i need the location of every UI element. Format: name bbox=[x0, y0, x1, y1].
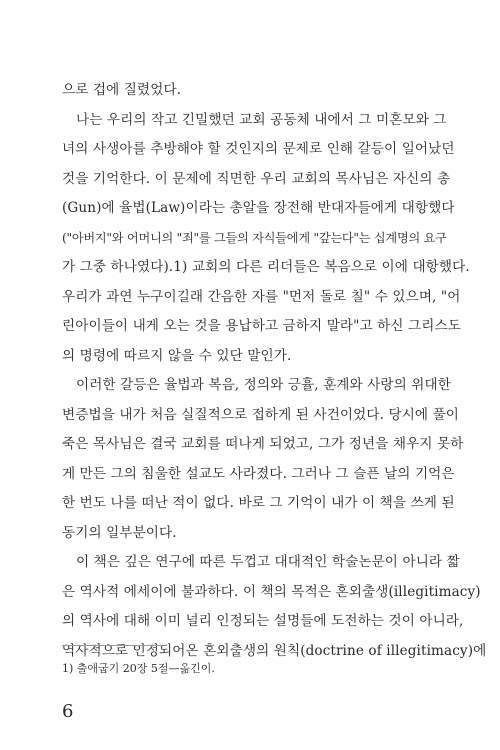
text-line: 녀의 사생아를 추방해야 할 것인지의 문제로 인해 갈등이 일어났던 bbox=[62, 141, 455, 157]
text-line: 변증법을 내가 처음 실질적으로 접하게 된 사건이었다. 당시에 풀이 bbox=[62, 406, 460, 423]
footnote: 1) 출애굽기 20장 5절—옮긴이. bbox=[62, 662, 215, 675]
text-line: 가 그중 하나였다).1) 교회의 다른 리더들은 복음으로 이에 대항했다. bbox=[62, 259, 470, 275]
text-line: ("아버지"와 어머니의 "죄"를 그들의 자식들에게 "갚는다"는 십계명의 요구 bbox=[62, 230, 447, 245]
text-line: 동기의 일부분이다. bbox=[62, 524, 177, 541]
text-line: 우리가 과연 누구이길래 간음한 자를 "먼저 돌로 칠" 수 있으며, "어 bbox=[62, 288, 461, 305]
text-line: 이러한 갈등은 율법과 복음, 정의와 긍휼, 훈계와 사랑의 위대한 bbox=[76, 377, 451, 393]
text-line: 역사적으로 인정되어온 혼외출생의 원칙(doctrine of illegitimacy)에 bbox=[62, 642, 487, 659]
text-line: 의 명령에 따르지 않을 수 있단 말인가. bbox=[62, 347, 292, 364]
text-line: 한 번도 나를 떠난 적이 없다. 바로 그 기억이 내가 이 책을 쓰게 된 bbox=[62, 495, 455, 511]
body-text bbox=[62, 76, 487, 666]
page-number: 6 bbox=[62, 701, 74, 722]
text-line: 이 책은 깊은 연구에 따른 두껍고 대대적인 학술논문이 아니라 짧 bbox=[76, 554, 460, 570]
footnote-divider bbox=[62, 645, 162, 646]
text-line: 죽은 목사님은 결국 교회를 떠나게 되었고, 그가 정년을 채우지 못하 bbox=[62, 436, 464, 452]
text-line: (Gun)에 율법(Law)이라는 총알을 장전해 반대자들에게 대항했다 bbox=[62, 200, 455, 216]
text-line: 것을 기억한다. 이 문제에 직면한 우리 교회의 목사님은 자신의 총 bbox=[62, 170, 451, 187]
text-line: 으로 겁에 질렸었다. bbox=[62, 82, 182, 98]
text-line: 게 만든 그의 침울한 설교도 사라졌다. 그러나 그 슬픈 날의 기억은 bbox=[62, 465, 455, 482]
text-line: 은 역사적 에세이에 불과하다. 이 책의 목적은 혼외출생(illegitimacy) bbox=[62, 583, 481, 600]
text-line: 의 역사에 대해 이미 널리 인정되는 설명들에 도전하는 것이 아니라, bbox=[62, 613, 464, 629]
text-line: 린아이들이 내게 오는 것을 용납하고 금하지 말라"고 하신 그리스도 bbox=[62, 318, 461, 334]
text-line: 나는 우리의 작고 긴밀했던 교회 공동체 내에서 그 미혼모와 그 bbox=[76, 111, 447, 128]
